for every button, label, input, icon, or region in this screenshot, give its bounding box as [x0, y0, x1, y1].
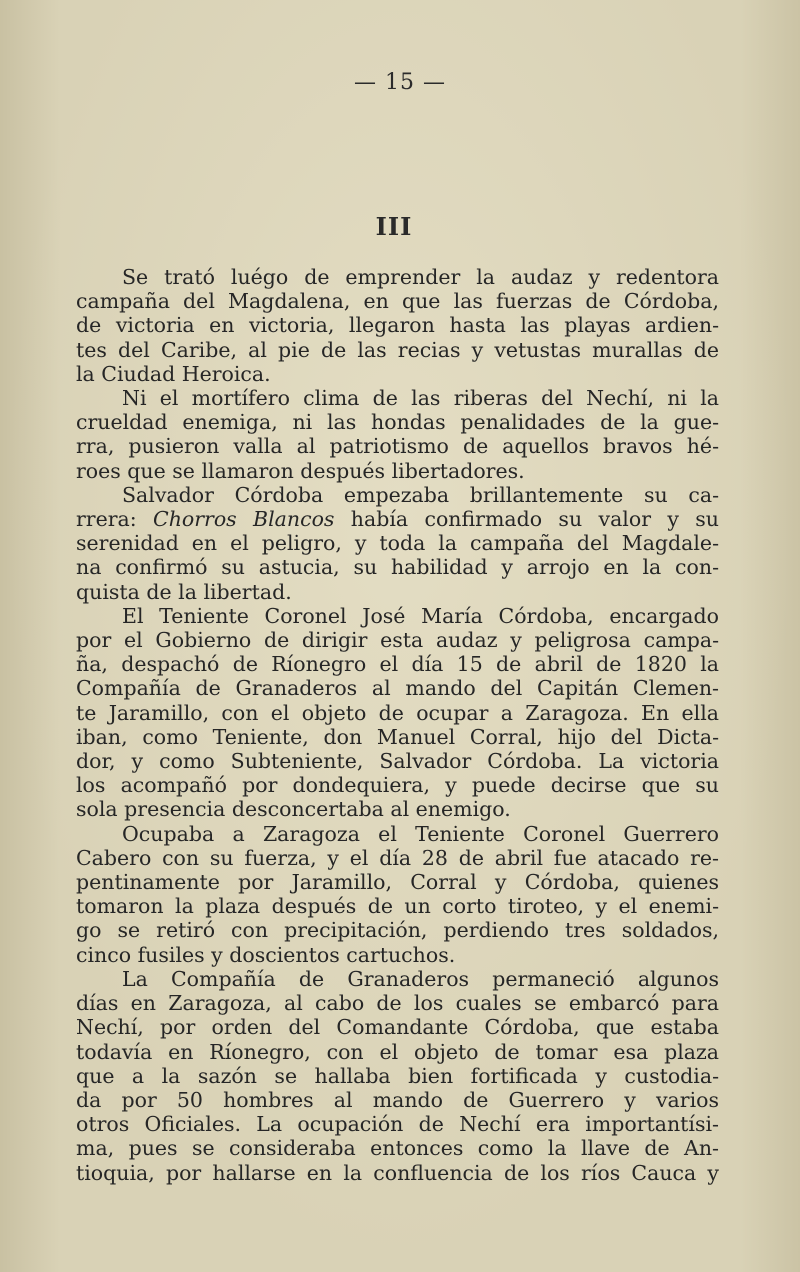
- text-line: de victoria en victoria, llegaron hasta las playas ardien-: [76, 313, 719, 338]
- text-line: dor, y como Subteniente, Salvador Córdoba. La victoria: [76, 749, 719, 774]
- text-line: tioquia, por hallarse en la confluencia de los ríos Cauca y: [76, 1160, 719, 1185]
- text-fragment: había confirmado su valor y su: [334, 507, 719, 532]
- text-line: que a la sazón se hallaba bien fortificada y custodia-: [76, 1063, 719, 1088]
- text-line: go se retiró con precipitación, perdiendo tres soldados,: [76, 918, 719, 943]
- text-line: cinco fusiles y doscientos cartuchos.: [76, 942, 456, 967]
- text-line: Salvador Córdoba empezaba brillantemente su ca-: [122, 482, 719, 507]
- text-fragment: rrera:: [76, 507, 154, 532]
- text-line: la Ciudad Heroica.: [76, 361, 271, 386]
- text-line: El Teniente Coronel José María Córdoba, encargado: [122, 603, 719, 628]
- text-line: Compañía de Granaderos al mando del Capitán Clemen-: [76, 676, 719, 701]
- text-line: los acompañó por dondequiera, y puede decirse que su: [76, 773, 719, 798]
- text-line: Cabero con su fuerza, y el día 28 de abril fue atacado re-: [76, 845, 719, 870]
- text-line: te Jaramillo, con el objeto de ocupar a Zaragoza. En ella: [76, 700, 719, 725]
- page-number: — 15 —: [354, 70, 446, 95]
- text-line: ña, despachó de Ríonegro el día 15 de abril de 1820 la: [76, 652, 719, 677]
- text-line: Ni el mortífero clima de las riberas del Nechí, ni la: [122, 386, 719, 411]
- text-line: iban, como Teniente, don Manuel Corral, hijo del Dicta-: [76, 724, 719, 749]
- text-line: da por 50 hombres al mando de Guerrero y varios: [76, 1087, 719, 1112]
- text-line: ma, pues se consideraba entonces como la llave de An-: [76, 1136, 719, 1161]
- body-text: [76, 265, 719, 1185]
- text-line: quista de la libertad.: [76, 579, 292, 604]
- text-line: [76, 507, 719, 531]
- chapter-heading: III: [375, 212, 413, 241]
- text-line: tomaron la plaza después de un corto tiroteo, y el enemi-: [76, 894, 719, 919]
- text-line: días en Zaragoza, al cabo de los cuales se embarcó para: [76, 991, 719, 1016]
- text-line: sola presencia desconcertaba al enemigo.: [76, 797, 511, 822]
- text-line: Nechí, por orden del Comandante Córdoba, que estaba: [76, 1015, 719, 1040]
- text-line: campaña del Magdalena, en que las fuerzas de Córdoba,: [76, 289, 719, 314]
- text-line: roes que se llamaron después libertadores.: [76, 458, 525, 483]
- text-line: pentinamente por Jaramillo, Corral y Córdoba, quienes: [76, 870, 719, 895]
- text-line: Se trató luégo de emprender la audaz y redentora: [122, 265, 719, 289]
- text-line: por el Gobierno de dirigir esta audaz y peligrosa campa-: [76, 628, 719, 653]
- text-line: rra, pusieron valla al patriotismo de aquellos bravos hé-: [76, 434, 719, 459]
- text-line: crueldad enemiga, ni las hondas penalidades de la gue-: [76, 410, 719, 435]
- text-line: na confirmó su astucia, su habilidad y arrojo en la con-: [76, 555, 719, 580]
- text-line: serenidad en el peligro, y toda la campaña del Magdale-: [76, 531, 719, 556]
- text-line: La Compañía de Granaderos permaneció algunos: [122, 966, 719, 991]
- text-line: Ocupaba a Zaragoza el Teniente Coronel Guerrero: [122, 821, 719, 846]
- italic-phrase: Chorros Blancos: [153, 507, 335, 532]
- text-line: todavía en Ríonegro, con el objeto de tomar esa plaza: [76, 1039, 719, 1064]
- text-line: tes del Caribe, al pie de las recias y vetustas murallas de: [76, 337, 719, 362]
- text-line: otros Oficiales. La ocupación de Nechí era importantísi-: [76, 1112, 719, 1137]
